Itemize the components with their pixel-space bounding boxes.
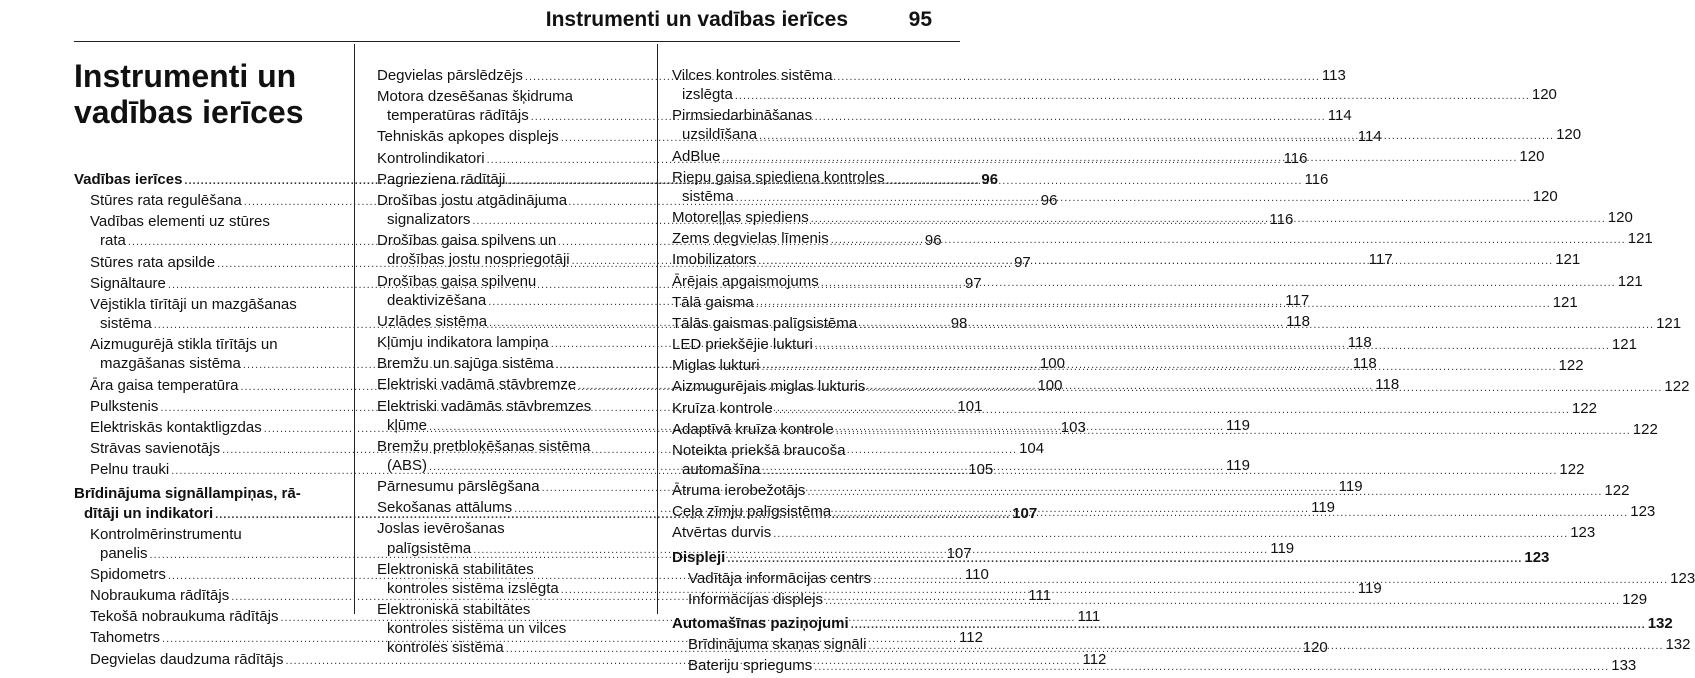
toc-entry-text: Tekošā nobraukuma rādītājs — [90, 608, 279, 626]
dot-leader — [759, 125, 1554, 146]
page-number: 95 — [908, 8, 932, 31]
toc-entry-text: Vadītāja informācijas centrs — [688, 569, 872, 587]
dot-leader — [867, 377, 1662, 398]
toc-page-number: 132 — [1665, 636, 1691, 654]
toc-entry-text: Elektroniskā stabilitātes — [377, 560, 534, 578]
toc-page-number: 114 — [1357, 128, 1382, 146]
toc-page-number: 121 — [1617, 272, 1643, 290]
toc-page-number: 97 — [1014, 253, 1031, 271]
toc-entry-text: palīgsistēma — [387, 539, 472, 557]
toc-page-number: 123 — [1570, 524, 1596, 542]
toc-page-number: 111 — [1028, 587, 1052, 605]
toc-entry-text: deaktivizēšana — [387, 291, 487, 309]
toc-page-number: 122 — [1632, 420, 1658, 438]
toc-entry-text: Vadības elementi uz stūres — [90, 213, 270, 231]
chapter-title — [74, 58, 344, 130]
toc-entry-text: Ārējais apgaismojums — [672, 272, 819, 290]
dot-leader — [735, 85, 1530, 106]
toc-entry-text: Kontrolmērinstrumentu — [90, 525, 242, 543]
toc-page-number: 113 — [1321, 67, 1346, 84]
dot-leader — [873, 569, 1668, 590]
toc-page-number: 118 — [1286, 312, 1310, 330]
dot-leader — [762, 460, 1557, 481]
toc-page-number: 104 — [1019, 440, 1045, 458]
dot-leader — [814, 656, 1609, 677]
toc-page-number: 119 — [1270, 539, 1295, 557]
toc-entry-text: AdBlue — [672, 147, 721, 165]
toc-entry-text: Degvielas daudzuma rādītājs — [90, 650, 284, 668]
toc-entry-text: izslēgta — [682, 86, 733, 104]
toc-entry-text: Pirmsiedarbināšanas — [672, 107, 813, 125]
toc-page-number: 119 — [1226, 456, 1250, 474]
toc-page-number: 96 — [1040, 192, 1058, 210]
toc-entry-text: Automašīnas paziņojumi — [672, 615, 849, 633]
dot-leader — [825, 590, 1620, 611]
toc-entry-text: Stūres rata regulēšana — [90, 192, 242, 210]
dot-leader — [758, 250, 1553, 271]
toc-entry-text: kontroles sistēma un vilces — [387, 620, 567, 638]
toc-entry-text: Stūres rata apsilde — [90, 253, 216, 271]
toc-entry-text: mazgāšanas sistēma — [100, 355, 241, 373]
toc-page-number: 120 — [1519, 147, 1545, 165]
dot-leader — [736, 187, 1531, 208]
toc-page-number: 119 — [1226, 416, 1250, 434]
toc-entry-text: Sekošanas attālums — [377, 499, 513, 517]
toc-entry-text: Displeji — [672, 548, 726, 566]
toc-entry-text: sistēma — [682, 187, 734, 205]
toc-page-number: 112 — [1082, 650, 1107, 668]
toc-entry-text: Signāltaure — [90, 274, 166, 292]
toc-page-number: 114 — [1327, 107, 1352, 125]
header-divider — [74, 41, 960, 42]
toc-entry[interactable] — [672, 229, 1653, 250]
toc-page-number: 119 — [1338, 478, 1363, 496]
dot-leader — [821, 272, 1616, 293]
toc-entry-text: Drošības jostu atgādinājuma — [377, 191, 568, 209]
toc-page-number: 118 — [1352, 355, 1377, 373]
toc-entry[interactable] — [672, 523, 1596, 544]
toc-entry-text: kļūme — [387, 416, 428, 434]
toc-entry-text: Miglas lukturi — [672, 357, 760, 375]
toc-entry-text: Degvielas pārslēdzējs — [377, 67, 523, 84]
toc-page-number: 121 — [1611, 336, 1637, 354]
chapter-title-line: Instrumenti un — [74, 58, 297, 94]
toc-entry-text: Pulkstenis — [90, 397, 159, 415]
toc-entry-text: Drošības gaisa spilvenu — [377, 272, 537, 290]
toc-page-number: 112 — [959, 629, 983, 647]
toc-entry-text: Imobilizators — [672, 251, 757, 269]
toc-page-number: 123 — [1670, 569, 1695, 587]
dot-leader — [868, 635, 1663, 656]
toc-page-number: 117 — [1285, 291, 1310, 309]
toc-page-number: 122 — [1559, 460, 1585, 478]
toc-page-number: 118 — [1375, 376, 1400, 394]
toc-page-number: 133 — [1611, 657, 1637, 675]
toc-entry-text: Elektriski vadāmā stāvbremze — [377, 376, 577, 394]
toc-entry-text: temperatūras rādītājs — [387, 107, 529, 125]
toc-page-number: 105 — [968, 461, 994, 479]
dot-leader — [756, 293, 1551, 314]
toc-entry-text: Spidometrs — [90, 565, 166, 583]
toc-page-number: 119 — [1311, 499, 1336, 517]
toc-entry-text: Tālās gaismas palīgsistēma — [672, 314, 858, 332]
dot-leader — [775, 399, 1570, 420]
toc-entry-text: Vilces kontroles sistēma — [672, 67, 833, 84]
toc-entry-text: Pagrieziena rādītāji — [377, 170, 506, 188]
toc-entry-text: Ceļa zīmju palīgsistēma — [672, 503, 832, 521]
dot-leader — [851, 614, 1646, 635]
toc-entry-text: drošības jostu nospriegotāji — [387, 251, 570, 269]
toc-page-number: 120 — [1607, 209, 1633, 227]
toc-entry-text: Vējstikla tīrītāji un mazgāšanas — [90, 295, 297, 313]
toc-entry-text: kontroles sistēma — [387, 639, 504, 657]
toc-page-number: 119 — [1357, 579, 1382, 597]
toc-entry-text: Zems degvielas līmenis — [672, 230, 829, 248]
running-header-title: Instrumenti un vadības ierīces — [545, 8, 848, 31]
dot-leader — [836, 420, 1631, 441]
toc-page-number: 123 — [1524, 548, 1550, 566]
toc-entry-text: Bateriju spriegums — [688, 657, 813, 675]
toc-entry-text: Elektroniskā stabiltātes — [377, 601, 531, 619]
toc-entry-text: Tehniskās apkopes displejs — [377, 128, 559, 146]
toc-entry-text: Drošības gaisa spilvens un — [377, 232, 557, 250]
toc-page-number: 107 — [1012, 504, 1038, 522]
toc-entry-text: Atvērtas durvis — [672, 524, 772, 542]
toc-page-number: 129 — [1622, 590, 1648, 608]
toc-entry-text: Informācijas displejs — [688, 590, 824, 608]
toc-entry-text: Bremžu un sajūga sistēma — [377, 355, 554, 373]
toc-entry-text: panelis — [100, 544, 148, 562]
toc-entry-text: Pārnesumu pārslēgšana — [377, 478, 540, 496]
toc-entry-text: sistēma — [100, 315, 152, 333]
toc-page-number: 120 — [1532, 187, 1558, 205]
toc-page-number: 120 — [1556, 126, 1582, 144]
toc-entry-text: Āra gaisa temperatūra — [90, 376, 239, 394]
toc-entry-text: Vadības ierīces — [74, 171, 183, 188]
toc-entry-text: Uzlādes sistēma — [377, 312, 488, 330]
toc-page-number: 122 — [1604, 482, 1630, 500]
toc-entry-text: Joslas ievērošanas — [377, 520, 505, 538]
toc-entry-text: uzsildīšana — [682, 126, 758, 144]
toc-entry-text: signalizators — [387, 211, 471, 229]
toc-entry-text: Adaptīvā kruīza kontrole — [672, 420, 834, 438]
dot-leader — [833, 502, 1628, 523]
toc-page-number: 107 — [946, 544, 972, 562]
dot-leader — [815, 335, 1610, 356]
dot-leader — [773, 523, 1568, 544]
toc-page-number: 121 — [1627, 230, 1653, 248]
toc-entry-text: Pelnu trauki — [90, 461, 170, 479]
dot-leader — [831, 229, 1626, 250]
toc-entry-text: rata — [100, 232, 126, 250]
toc-page-number: 116 — [1269, 211, 1294, 229]
dot-leader — [727, 548, 1522, 569]
toc-page-number: 122 — [1558, 357, 1584, 375]
toc-entry-text: Elektriski vadāmās stāvbremzes — [377, 397, 592, 415]
toc-page-number: 110 — [964, 565, 989, 583]
toc-page-number: 111 — [1077, 608, 1101, 626]
toc-entry-text: (ABS) — [387, 456, 428, 474]
toc-entry-text: Brīdinājuma skaņas signāli — [688, 636, 867, 654]
toc-entry-text: Noteikta priekšā braucoša — [672, 441, 846, 459]
toc-page-number: 96 — [924, 232, 942, 250]
toc-page-number: 97 — [964, 274, 982, 292]
toc-entry-text: automašīna — [682, 460, 761, 478]
dot-leader — [807, 481, 1602, 502]
toc-page-number: 122 — [1664, 378, 1690, 396]
toc-page-number: 122 — [1571, 399, 1597, 417]
toc-page-number: 121 — [1555, 251, 1581, 269]
toc-page-number: 96 — [981, 171, 999, 188]
toc-page-number: 123 — [1630, 503, 1656, 521]
toc-entry-text: Strāvas savienotājs — [90, 440, 221, 458]
toc-page-number: 100 — [1039, 355, 1065, 373]
toc-entry-text: LED priekšējie lukturi — [672, 336, 813, 354]
toc-page-number: 98 — [950, 315, 968, 333]
toc-entry-text: Bremžu pretbloķēšanas sistēma — [377, 437, 591, 455]
toc-entry-text: Ātruma ierobežotājs — [672, 482, 806, 500]
toc-entry-text: Elektriskās kontaktligzdas — [90, 418, 262, 436]
dot-leader — [762, 356, 1557, 377]
toc-page-number: 116 — [1283, 149, 1308, 167]
toc-entry-text: Motora dzesēšanas šķidruma — [377, 88, 573, 106]
toc-page-number: 121 — [1552, 293, 1578, 311]
toc-entry-text: kontroles sistēma izslēgta — [387, 579, 559, 597]
dot-leader — [722, 147, 1517, 168]
toc-entry-text: Brīdinājuma signāllampiņas, rā- — [74, 485, 301, 503]
toc-page-number: 117 — [1368, 251, 1393, 269]
toc-page-number: 118 — [1347, 334, 1372, 352]
toc-entry-text: Kontrolindikatori — [377, 149, 485, 167]
toc-entry-text: Tahometrs — [90, 629, 161, 647]
toc-page-number: 101 — [957, 397, 983, 415]
toc-page-number: 100 — [1037, 376, 1063, 394]
toc-entry-text: Tālā gaisma — [672, 293, 754, 311]
chapter-title-line: vadības ierīces — [74, 94, 304, 130]
toc-entry-text: Motoreļļas spiediens — [672, 209, 809, 227]
toc-page-number: 103 — [1060, 418, 1086, 436]
toc-page-number: 121 — [1656, 314, 1682, 332]
toc-entry-text: dītāji un indikatori — [84, 504, 214, 522]
toc-entry-text: Nobraukuma rādītājs — [90, 587, 230, 605]
toc-page-number: 132 — [1647, 615, 1673, 633]
toc-page-number: 120 — [1302, 639, 1328, 657]
toc-page-number: 116 — [1304, 170, 1329, 188]
toc-entry-text: Kļūmju indikatora lampiņa — [377, 334, 549, 352]
toc-page-number: 120 — [1531, 86, 1557, 104]
dot-leader — [811, 208, 1606, 229]
dot-leader — [859, 314, 1654, 335]
toc-entry-text: Aizmugurējā stikla tīrītājs un — [90, 336, 278, 354]
toc-entry-text: Aizmugurējais miglas lukturis — [672, 378, 866, 396]
toc-entry-text: Kruīza kontrole — [672, 399, 773, 417]
toc-entry-text: Riepu gaisa spiediena kontroles — [672, 168, 885, 186]
